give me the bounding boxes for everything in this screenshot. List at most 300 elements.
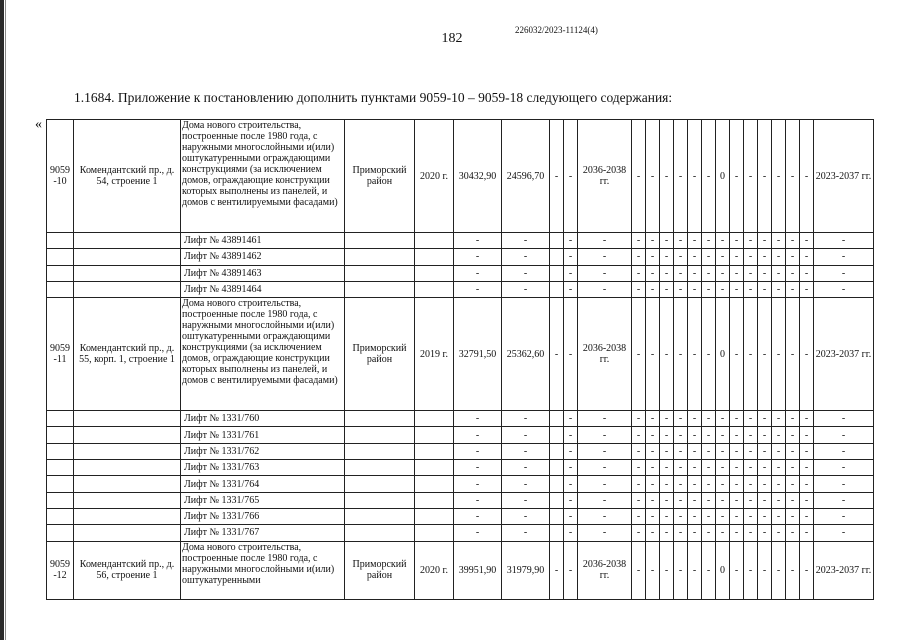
- dash-cell: -: [646, 298, 660, 411]
- dash-cell: -: [702, 541, 716, 599]
- dash-cell: -: [772, 508, 786, 524]
- repair-period-cell: 2036-2038 гг.: [578, 298, 632, 411]
- empty-cell: [47, 443, 74, 459]
- dash-cell: -: [702, 492, 716, 508]
- dash-cell: -: [502, 281, 550, 297]
- total-area-cell: 30432,90: [454, 120, 502, 233]
- dash-cell: -: [660, 249, 674, 265]
- dash-cell: -: [564, 411, 578, 427]
- dash-cell: -: [454, 476, 502, 492]
- empty-cell: [415, 460, 454, 476]
- building-type-cell: Дома нового строительства, построенные после 1980 года, с наружными многослойными и(или) оштукатуренными ограждающими конструкциями (за исключением домов, ограждающие конструкции которых выполнены из панелей, и домов с вентилируемыми фасадами): [181, 298, 345, 411]
- lift-row: [47, 476, 874, 492]
- dash-cell: -: [758, 525, 772, 541]
- item-number-cell: 9059 -10: [47, 120, 74, 233]
- dash-cell: -: [502, 492, 550, 508]
- empty-cell: [415, 476, 454, 492]
- dash-cell: -: [758, 120, 772, 233]
- dash-cell: -: [674, 492, 688, 508]
- dash-cell: -: [786, 120, 800, 233]
- dash-cell: -: [744, 411, 758, 427]
- dash-cell: -: [702, 411, 716, 427]
- dash-cell: -: [716, 443, 730, 459]
- section-heading: 1.1684. Приложение к постановлению дополнить пунктами 9059-10 – 9059-18 следующего содержания:: [74, 90, 673, 105]
- dash-cell: -: [800, 281, 814, 297]
- dash-cell: -: [660, 427, 674, 443]
- address-cell: Комендантский пр., д. 55, корп. 1, строение 1: [74, 298, 181, 411]
- dash-cell: -: [660, 281, 674, 297]
- dash-cell: -: [814, 411, 874, 427]
- dash-cell: -: [454, 492, 502, 508]
- dash-cell: -: [564, 298, 578, 411]
- dash-cell: -: [674, 460, 688, 476]
- dash-cell: -: [632, 427, 646, 443]
- lift-row: [47, 249, 874, 265]
- address-cell: Комендантский пр., д. 54, строение 1: [74, 120, 181, 233]
- dash-cell: -: [702, 427, 716, 443]
- dash-cell: -: [800, 541, 814, 599]
- dash-cell: -: [688, 525, 702, 541]
- dash-cell: -: [688, 492, 702, 508]
- empty-cell: [345, 249, 415, 265]
- dash-cell: -: [674, 120, 688, 233]
- dash-cell: -: [772, 476, 786, 492]
- dash-cell: -: [730, 476, 744, 492]
- lift-row: [47, 525, 874, 541]
- lift-row: [47, 265, 874, 281]
- dash-cell: -: [660, 476, 674, 492]
- dash-cell: -: [744, 508, 758, 524]
- empty-cell: [345, 427, 415, 443]
- dash-cell: -: [730, 298, 744, 411]
- dash-cell: -: [688, 411, 702, 427]
- dash-cell: -: [660, 541, 674, 599]
- houses-table: [46, 119, 874, 600]
- zero-value-cell: 0: [716, 120, 730, 233]
- dash-cell: -: [646, 508, 660, 524]
- empty-cell: [74, 249, 181, 265]
- zero-value-cell: 0: [716, 298, 730, 411]
- dash-cell: -: [800, 443, 814, 459]
- dash-cell: -: [564, 508, 578, 524]
- empty-cell: [345, 492, 415, 508]
- repair-period-cell: 2036-2038 гг.: [578, 541, 632, 599]
- empty-cell: [550, 265, 564, 281]
- dash-cell: -: [730, 120, 744, 233]
- dash-cell: -: [716, 411, 730, 427]
- dash-cell: -: [454, 265, 502, 281]
- empty-cell: [345, 476, 415, 492]
- empty-cell: [74, 265, 181, 281]
- dash-cell: -: [758, 541, 772, 599]
- dash-cell: -: [578, 460, 632, 476]
- dash-cell: -: [758, 265, 772, 281]
- living-area-cell: 24596,70: [502, 120, 550, 233]
- dash-cell: -: [702, 298, 716, 411]
- empty-cell: [550, 476, 564, 492]
- dash-cell: -: [632, 411, 646, 427]
- dash-cell: -: [786, 492, 800, 508]
- empty-cell: [47, 476, 74, 492]
- dash-cell: -: [744, 492, 758, 508]
- dash-cell: -: [702, 508, 716, 524]
- dash-cell: -: [814, 492, 874, 508]
- dash-cell: -: [660, 525, 674, 541]
- dash-cell: -: [744, 460, 758, 476]
- dash-cell: -: [814, 265, 874, 281]
- dash-cell: -: [716, 265, 730, 281]
- dash-cell: -: [564, 427, 578, 443]
- lift-row: [47, 281, 874, 297]
- binding-edge: [0, 0, 4, 640]
- dash-cell: -: [564, 233, 578, 249]
- dash-cell: -: [646, 281, 660, 297]
- dash-cell: -: [786, 281, 800, 297]
- dash-cell: -: [814, 443, 874, 459]
- dash-cell: -: [564, 476, 578, 492]
- dash-cell: -: [800, 265, 814, 281]
- year-cell: 2020 г.: [415, 541, 454, 599]
- empty-cell: [345, 443, 415, 459]
- lift-row: [47, 411, 874, 427]
- empty-cell: [415, 233, 454, 249]
- dash-cell: -: [674, 411, 688, 427]
- house-row: [47, 120, 874, 233]
- living-area-cell: 25362,60: [502, 298, 550, 411]
- dash-cell: -: [454, 508, 502, 524]
- dash-cell: -: [502, 508, 550, 524]
- dash-cell: -: [502, 460, 550, 476]
- dash-cell: -: [578, 508, 632, 524]
- dash-cell: -: [674, 281, 688, 297]
- page-number: 182: [441, 31, 463, 46]
- empty-cell: [47, 492, 74, 508]
- dash-cell: -: [674, 541, 688, 599]
- empty-cell: [74, 411, 181, 427]
- dash-cell: -: [578, 427, 632, 443]
- dash-cell: -: [730, 249, 744, 265]
- dash-cell: -: [502, 476, 550, 492]
- dash-cell: -: [564, 460, 578, 476]
- dash-cell: -: [772, 460, 786, 476]
- dash-cell: -: [632, 249, 646, 265]
- dash-cell: -: [674, 427, 688, 443]
- dash-cell: -: [660, 233, 674, 249]
- dash-cell: -: [814, 281, 874, 297]
- lift-name-cell: Лифт № 43891461: [181, 233, 345, 249]
- dash-cell: -: [730, 443, 744, 459]
- dash-cell: -: [578, 492, 632, 508]
- house-row: [47, 298, 874, 411]
- dash-cell: -: [716, 460, 730, 476]
- dash-cell: -: [674, 298, 688, 411]
- empty-cell: [345, 460, 415, 476]
- dash-cell: -: [730, 525, 744, 541]
- dash-cell: -: [772, 525, 786, 541]
- dash-cell: -: [758, 427, 772, 443]
- lift-name-cell: Лифт № 1331/761: [181, 427, 345, 443]
- dash-cell: -: [646, 476, 660, 492]
- empty-cell: [47, 281, 74, 297]
- lift-name-cell: Лифт № 1331/764: [181, 476, 345, 492]
- dash-cell: -: [772, 541, 786, 599]
- dash-cell: -: [800, 411, 814, 427]
- empty-cell: [415, 249, 454, 265]
- empty-cell: [550, 427, 564, 443]
- empty-cell: [345, 233, 415, 249]
- item-number-cell: 9059 -12: [47, 541, 74, 599]
- building-type-cell: Дома нового строительства, построенные после 1980 года, с наружными многослойными и(или) оштукатуренными: [181, 541, 345, 599]
- dash-cell: -: [632, 281, 646, 297]
- empty-cell: [415, 492, 454, 508]
- dash-cell: -: [674, 476, 688, 492]
- dash-cell: -: [688, 298, 702, 411]
- dash-cell: -: [702, 249, 716, 265]
- dash-cell: -: [744, 281, 758, 297]
- district-cell: Приморский район: [345, 541, 415, 599]
- dash-cell: -: [744, 298, 758, 411]
- dash-cell: -: [660, 120, 674, 233]
- dash-cell: -: [660, 508, 674, 524]
- dash-cell: -: [814, 508, 874, 524]
- dash-cell: -: [744, 120, 758, 233]
- dash-cell: -: [758, 411, 772, 427]
- dash-cell: -: [688, 281, 702, 297]
- dash-cell: -: [502, 411, 550, 427]
- dash-cell: -: [744, 525, 758, 541]
- dash-cell: -: [716, 249, 730, 265]
- empty-cell: [47, 411, 74, 427]
- empty-cell: [415, 265, 454, 281]
- dash-cell: -: [632, 476, 646, 492]
- dash-cell: -: [800, 298, 814, 411]
- dash-cell: -: [730, 281, 744, 297]
- dash-cell: -: [744, 233, 758, 249]
- dash-cell: -: [800, 233, 814, 249]
- dash-cell: -: [702, 120, 716, 233]
- dash-cell: -: [702, 443, 716, 459]
- dash-cell: -: [660, 492, 674, 508]
- dash-cell: -: [632, 508, 646, 524]
- dash-cell: -: [632, 541, 646, 599]
- dash-cell: -: [772, 427, 786, 443]
- empty-cell: [550, 249, 564, 265]
- dash-cell: -: [786, 427, 800, 443]
- dash-cell: -: [646, 233, 660, 249]
- dash-cell: -: [660, 298, 674, 411]
- dash-cell: -: [646, 460, 660, 476]
- dash-cell: -: [660, 411, 674, 427]
- dash-cell: -: [564, 265, 578, 281]
- dash-cell: -: [702, 525, 716, 541]
- dash-cell: -: [786, 525, 800, 541]
- lift-name-cell: Лифт № 1331/766: [181, 508, 345, 524]
- empty-cell: [550, 281, 564, 297]
- empty-cell: [345, 525, 415, 541]
- dash-cell: -: [730, 411, 744, 427]
- dash-cell: -: [632, 492, 646, 508]
- dash-cell: -: [674, 249, 688, 265]
- dash-cell: -: [758, 508, 772, 524]
- program-period-cell: 2023-2037 гг.: [814, 298, 874, 411]
- empty-cell: [74, 492, 181, 508]
- dash-cell: -: [772, 265, 786, 281]
- dash-cell: -: [786, 476, 800, 492]
- program-period-cell: 2023-2037 гг.: [814, 120, 874, 233]
- empty-cell: [550, 443, 564, 459]
- dash-cell: -: [730, 541, 744, 599]
- total-area-cell: 32791,50: [454, 298, 502, 411]
- dash-cell: -: [758, 233, 772, 249]
- dash-cell: -: [772, 411, 786, 427]
- building-type-cell: Дома нового строительства, построенные после 1980 года, с наружными многослойными и(или) оштукатуренными ограждающими конструкциями (за исключением домов, ограждающие конструкции которых выполнены из панелей, и домов с вентилируемыми фасадами): [181, 120, 345, 233]
- lift-row: [47, 460, 874, 476]
- dash-cell: -: [786, 249, 800, 265]
- empty-cell: [345, 508, 415, 524]
- dash-cell: -: [632, 460, 646, 476]
- dash-cell: -: [688, 120, 702, 233]
- dash-cell: -: [716, 508, 730, 524]
- lift-name-cell: Лифт № 1331/763: [181, 460, 345, 476]
- dash-cell: -: [564, 443, 578, 459]
- dash-cell: -: [758, 281, 772, 297]
- dash-cell: -: [786, 541, 800, 599]
- dash-cell: -: [454, 233, 502, 249]
- dash-cell: -: [674, 508, 688, 524]
- dash-cell: -: [730, 265, 744, 281]
- dash-cell: -: [688, 265, 702, 281]
- dash-cell: -: [786, 298, 800, 411]
- empty-cell: [550, 492, 564, 508]
- dash-cell: -: [730, 508, 744, 524]
- dash-cell: -: [814, 460, 874, 476]
- dash-cell: -: [758, 298, 772, 411]
- dash-cell: -: [744, 443, 758, 459]
- empty-cell: [47, 508, 74, 524]
- repair-period-cell: 2036-2038 гг.: [578, 120, 632, 233]
- dash-cell: -: [688, 460, 702, 476]
- dash-cell: -: [716, 233, 730, 249]
- lift-row: [47, 492, 874, 508]
- dash-cell: -: [814, 427, 874, 443]
- dash-cell: -: [716, 427, 730, 443]
- dash-cell: -: [716, 492, 730, 508]
- dash-cell: -: [716, 476, 730, 492]
- dash-cell: -: [772, 443, 786, 459]
- empty-cell: [47, 460, 74, 476]
- dash-cell: -: [688, 249, 702, 265]
- dash-cell: -: [502, 427, 550, 443]
- zero-value-cell: 0: [716, 541, 730, 599]
- dash-cell: -: [674, 233, 688, 249]
- dash-cell: -: [772, 249, 786, 265]
- lift-row: [47, 233, 874, 249]
- dash-cell: -: [786, 443, 800, 459]
- dash-cell: -: [646, 265, 660, 281]
- dash-cell: -: [744, 476, 758, 492]
- dash-cell: -: [688, 443, 702, 459]
- dash-cell: -: [646, 120, 660, 233]
- empty-cell: [74, 476, 181, 492]
- empty-cell: [74, 233, 181, 249]
- dash-cell: -: [646, 411, 660, 427]
- dash-cell: -: [454, 443, 502, 459]
- empty-cell: [74, 281, 181, 297]
- dash-cell: -: [786, 460, 800, 476]
- dash-cell: -: [772, 492, 786, 508]
- dash-cell: -: [564, 120, 578, 233]
- empty-cell: [47, 265, 74, 281]
- dash-cell: -: [502, 443, 550, 459]
- dash-cell: -: [674, 265, 688, 281]
- dash-cell: -: [716, 281, 730, 297]
- dash-cell: -: [758, 476, 772, 492]
- dash-cell: -: [786, 411, 800, 427]
- empty-cell: [415, 443, 454, 459]
- dash-cell: -: [502, 265, 550, 281]
- dash-cell: -: [730, 492, 744, 508]
- empty-cell: [415, 281, 454, 297]
- lift-name-cell: Лифт № 1331/760: [181, 411, 345, 427]
- dash-cell: -: [646, 541, 660, 599]
- dash-cell: -: [632, 443, 646, 459]
- dash-cell: -: [646, 443, 660, 459]
- dash-cell: -: [702, 265, 716, 281]
- lift-row: [47, 427, 874, 443]
- dash-cell: -: [688, 233, 702, 249]
- dash-cell: -: [772, 120, 786, 233]
- empty-cell: [74, 508, 181, 524]
- dash-cell: -: [646, 492, 660, 508]
- dash-cell: -: [564, 541, 578, 599]
- dash-cell: -: [800, 249, 814, 265]
- house-row: [47, 541, 874, 599]
- dash-cell: -: [454, 460, 502, 476]
- dash-cell: -: [578, 233, 632, 249]
- empty-cell: [74, 427, 181, 443]
- dash-cell: -: [744, 249, 758, 265]
- dash-cell: -: [800, 476, 814, 492]
- dash-cell: -: [730, 460, 744, 476]
- dash-cell: -: [688, 427, 702, 443]
- opening-quote-mark: «: [35, 117, 42, 132]
- dash-cell: -: [632, 525, 646, 541]
- binding-edge-line: [5, 0, 6, 640]
- document-code: 226032/2023-11124(4): [515, 25, 598, 35]
- dash-cell: -: [786, 233, 800, 249]
- dash-cell: -: [578, 476, 632, 492]
- dash-cell: -: [564, 249, 578, 265]
- empty-cell: [345, 411, 415, 427]
- dash-cell: -: [454, 249, 502, 265]
- empty-cell: [550, 525, 564, 541]
- dash-cell: -: [800, 427, 814, 443]
- program-period-cell: 2023-2037 гг.: [814, 541, 874, 599]
- dash-cell: -: [646, 427, 660, 443]
- empty-cell: [47, 233, 74, 249]
- district-cell: Приморский район: [345, 298, 415, 411]
- dash-cell: -: [730, 427, 744, 443]
- dash-cell: -: [772, 298, 786, 411]
- dash-cell: -: [578, 525, 632, 541]
- district-cell: Приморский район: [345, 120, 415, 233]
- lift-row: [47, 443, 874, 459]
- dash-cell: -: [660, 460, 674, 476]
- dash-cell: -: [800, 492, 814, 508]
- dash-cell: -: [660, 265, 674, 281]
- dash-cell: -: [688, 476, 702, 492]
- year-cell: 2019 г.: [415, 298, 454, 411]
